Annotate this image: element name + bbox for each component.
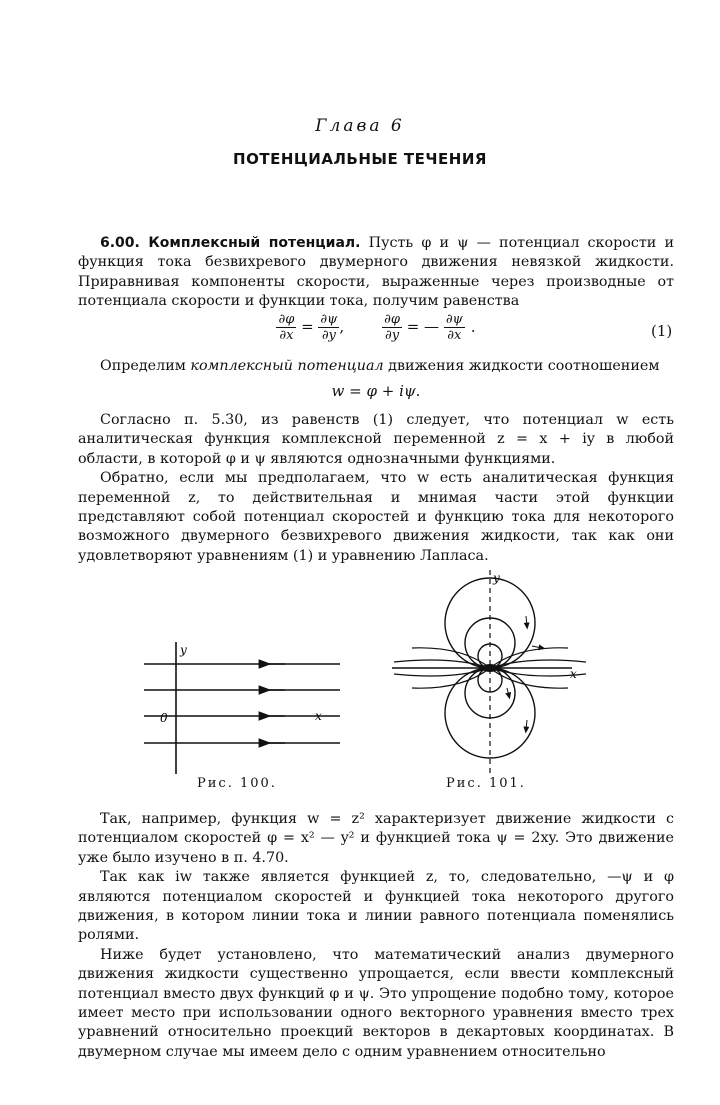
equation-2: w = φ + iψ. [331, 382, 421, 400]
paragraph-simplification: Ниже будет установлено, что математический анализ двумерного движения жидкости существенно упрощается, если ввести комплексный потенциал вместо двух функций φ и ψ. Это упрощение подобно тому, которое имеет место при использовании одного векторного уравнения вместо трех уравнений относительно проекций векторов в декартовых координатах. В двумерном случае мы имеем дело с одним уравнением относительно [78, 946, 674, 1060]
term-complex-potential: комплексный потенциал [190, 358, 384, 374]
flow-arrow [526, 616, 527, 626]
paragraph-iw: Так как iw также является функцией z, то, следовательно, —ψ и φ являются потенциалом скоростей и функцией тока некоторого другого движения, в котором линии тока и линии равного потенциала поменялись ролями. [78, 869, 674, 944]
doublet-center [482, 664, 498, 672]
paragraph-converse: Обратно, если мы предполагаем, что w есть аналитическая функция переменной z, то действительная и мнимая части этой функции представляют собой потенциал скоростей и функцию тока для некоторого возможного двумерного безвихревого движения жидкости, так как они удовлетворяют уравнениям (1) и уравнению Лапласа. [78, 470, 674, 564]
paragraph-intro-text: Пусть φ и ψ — потенциал скорости и функция тока безвихревого двумерного движения невязкой жидкости. Приравнивая компоненты скорости, выраженные через производные от потенциала скорости и функции тока, получим равенства [78, 235, 674, 310]
flow-arrow [507, 688, 509, 696]
figure-100-caption: Рис. 100. [197, 776, 277, 791]
equation-1: $\frac{\partial\varphi}{\partial x}$ = $\frac{\partial\psi}{\partial y}$ , $\frac{\partial\varphi}{\partial y}$ = — $\frac{\partial\psi}{\partial x}$ . [278, 312, 476, 343]
flow-arrow [532, 646, 542, 648]
streamline [394, 668, 490, 676]
figure-101-caption: Рис. 101. [446, 776, 526, 791]
fraction: $\frac{\partial\psi}{\partial y}$ [320, 312, 338, 343]
chapter-title: ПОТЕНЦИАЛЬНЫЕ ТЕЧЕНИЯ [233, 150, 487, 168]
flow-arrow [526, 720, 527, 730]
paragraph-definition: Определим комплексный потенциал движения жидкости соотношением [100, 358, 660, 374]
fig101-x-label: x [570, 667, 577, 681]
paragraph-z-squared: Так, например, функция w = z² характеризует движение жидкости с потенциалом скоростей φ = x² — y² и функцией тока ψ = 2xy. Это движение уже было изучено в п. 4.70. [78, 811, 674, 866]
fig101-y-label: y [493, 571, 500, 585]
fraction: $\frac{\partial\varphi}{\partial x}$ [278, 312, 295, 343]
paragraph-example [78, 810, 674, 1062]
streamline [394, 660, 490, 668]
section-heading: 6.00. Комплексный потенциал. [100, 235, 361, 251]
fig100-origin-label: 0 [160, 711, 168, 725]
fraction: $\frac{\partial\psi}{\partial x}$ [445, 312, 463, 343]
fig100-y-label: y [180, 643, 187, 657]
equation-number-1: (1) [651, 322, 673, 340]
streamline-circle [465, 668, 515, 718]
figure-101 [392, 568, 592, 778]
fig100-x-label: x [315, 709, 322, 723]
paragraph-analytic: Согласно п. 5.30, из равенств (1) следует, что потенциал w есть аналитическая функция комплексной переменной z = x + iy в любой области, в которой φ и ψ являются однозначными функциями. Обратно, если мы предполагаем, что w есть аналитическая функция переменной z, то действительная и мнимая части этой функции представляют собой потенциал скоростей и функцию тока для некоторого возможного двумерного безвихревого движения жидкости, так как они удовлетворяют уравнениям (1) и уравнению Лапласа. [78, 411, 674, 566]
figure-100 [140, 638, 340, 778]
fraction: $\frac{\partial\varphi}{\partial y}$ [384, 312, 400, 343]
paragraph-intro [78, 234, 674, 312]
chapter-heading: Глава 6 [315, 116, 405, 136]
